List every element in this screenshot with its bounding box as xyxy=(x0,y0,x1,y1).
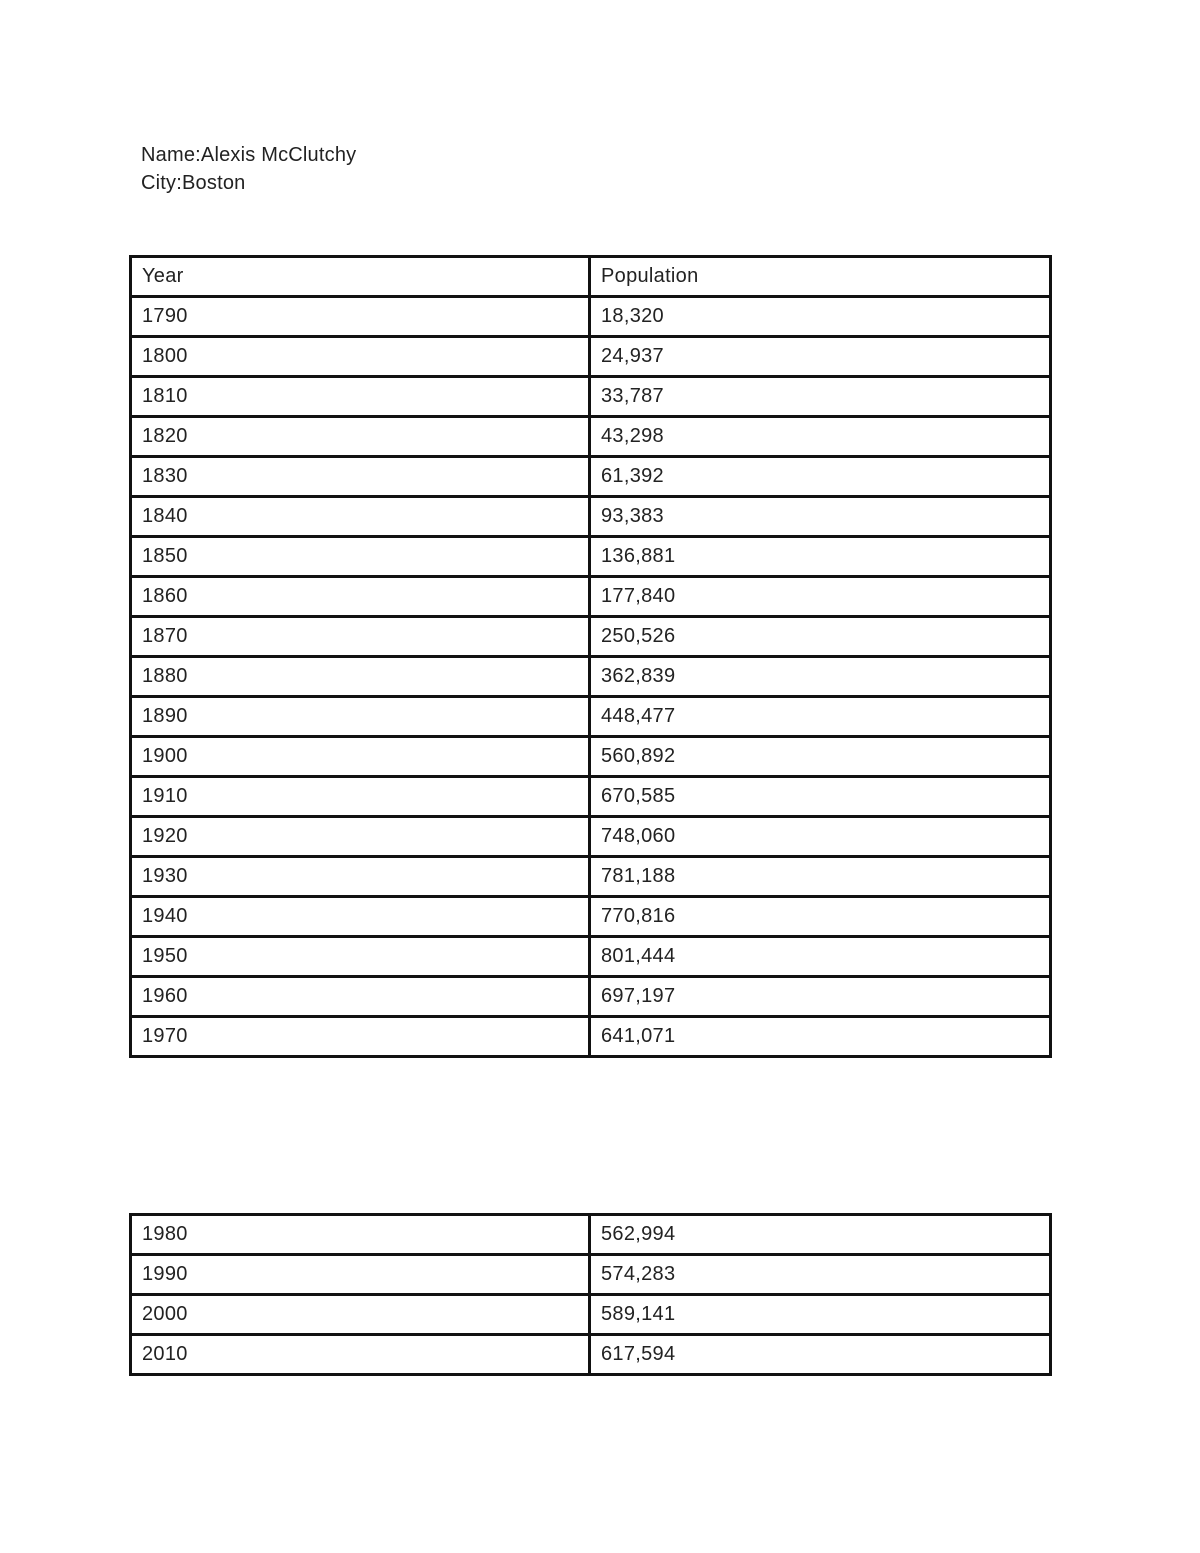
population-cell: 24,937 xyxy=(590,337,1051,377)
table-row xyxy=(131,897,1051,937)
table-row xyxy=(131,1255,1051,1295)
table-row xyxy=(131,1335,1051,1375)
year-cell: 1930 xyxy=(131,857,590,897)
column-header-population: Population xyxy=(590,257,1051,297)
population-cell: 748,060 xyxy=(590,817,1051,857)
city-name: City:Boston xyxy=(141,172,246,194)
table-row xyxy=(131,1295,1051,1335)
year-cell: 1850 xyxy=(131,537,590,577)
population-cell: 61,392 xyxy=(590,457,1051,497)
table-row xyxy=(131,777,1051,817)
population-cell: 33,787 xyxy=(590,377,1051,417)
table-row xyxy=(131,457,1051,497)
year-cell: 1830 xyxy=(131,457,590,497)
year-cell: 1840 xyxy=(131,497,590,537)
table-row xyxy=(131,657,1051,697)
year-cell: 1890 xyxy=(131,697,590,737)
year-cell: 1870 xyxy=(131,617,590,657)
population-cell: 250,526 xyxy=(590,617,1051,657)
population-table-continued xyxy=(129,1213,1052,1376)
population-cell: 781,188 xyxy=(590,857,1051,897)
year-cell: 1860 xyxy=(131,577,590,617)
year-cell: 1920 xyxy=(131,817,590,857)
population-cell: 801,444 xyxy=(590,937,1051,977)
table-header-row xyxy=(131,257,1051,297)
year-cell: 2000 xyxy=(131,1295,590,1335)
year-cell: 2010 xyxy=(131,1335,590,1375)
student-name: Name:Alexis McClutchy xyxy=(141,144,357,166)
population-cell: 641,071 xyxy=(590,1017,1051,1057)
population-cell: 670,585 xyxy=(590,777,1051,817)
table-row xyxy=(131,297,1051,337)
table-row xyxy=(131,417,1051,457)
population-table-continued-body xyxy=(131,1215,1051,1375)
population-cell: 448,477 xyxy=(590,697,1051,737)
year-cell: 1900 xyxy=(131,737,590,777)
year-cell: 1980 xyxy=(131,1215,590,1255)
population-cell: 362,839 xyxy=(590,657,1051,697)
population-cell: 574,283 xyxy=(590,1255,1051,1295)
table-row xyxy=(131,1017,1051,1057)
column-header-year: Year xyxy=(131,257,590,297)
table-row xyxy=(131,577,1051,617)
population-cell: 18,320 xyxy=(590,297,1051,337)
year-cell: 1790 xyxy=(131,297,590,337)
population-table-body xyxy=(131,257,1051,1057)
population-cell: 177,840 xyxy=(590,577,1051,617)
table-row xyxy=(131,377,1051,417)
year-cell: 1960 xyxy=(131,977,590,1017)
table-row xyxy=(131,497,1051,537)
table-row xyxy=(131,1215,1051,1255)
population-table xyxy=(129,255,1052,1058)
year-cell: 1990 xyxy=(131,1255,590,1295)
document-header xyxy=(141,141,356,197)
population-cell: 136,881 xyxy=(590,537,1051,577)
table-row xyxy=(131,617,1051,657)
table-row xyxy=(131,697,1051,737)
table-row xyxy=(131,337,1051,377)
population-cell: 562,994 xyxy=(590,1215,1051,1255)
year-cell: 1970 xyxy=(131,1017,590,1057)
year-cell: 1880 xyxy=(131,657,590,697)
population-cell: 93,383 xyxy=(590,497,1051,537)
year-cell: 1950 xyxy=(131,937,590,977)
year-cell: 1940 xyxy=(131,897,590,937)
year-cell: 1820 xyxy=(131,417,590,457)
population-cell: 589,141 xyxy=(590,1295,1051,1335)
table-row xyxy=(131,537,1051,577)
population-cell: 560,892 xyxy=(590,737,1051,777)
year-cell: 1910 xyxy=(131,777,590,817)
population-cell: 770,816 xyxy=(590,897,1051,937)
table-row xyxy=(131,857,1051,897)
year-cell: 1810 xyxy=(131,377,590,417)
population-cell: 617,594 xyxy=(590,1335,1051,1375)
population-cell: 43,298 xyxy=(590,417,1051,457)
year-cell: 1800 xyxy=(131,337,590,377)
table-row xyxy=(131,977,1051,1017)
table-row xyxy=(131,817,1051,857)
table-row xyxy=(131,937,1051,977)
population-cell: 697,197 xyxy=(590,977,1051,1017)
table-row xyxy=(131,737,1051,777)
